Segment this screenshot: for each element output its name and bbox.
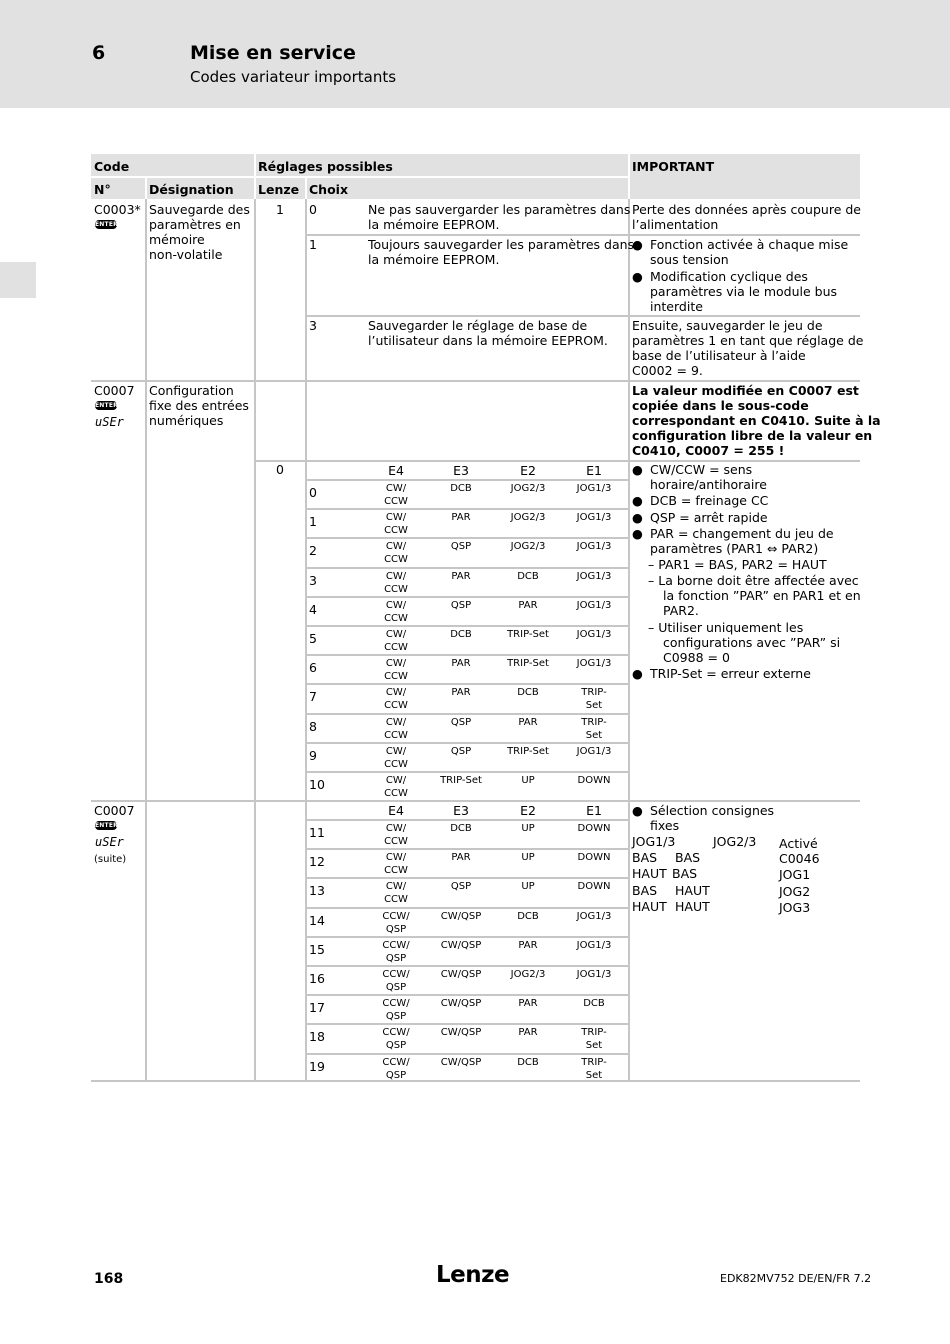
code-c0007: C0007 [94, 383, 135, 398]
chapter-subtitle: Codes variateur importants [190, 68, 397, 86]
cell-e3: DCB [450, 483, 472, 494]
cell-e1: JOG1/3 [576, 483, 612, 494]
cell-e3: QSP [450, 881, 472, 893]
row-number: 5 [309, 631, 317, 646]
row-divider [307, 742, 628, 744]
cell-e4: CW/ [385, 570, 407, 582]
cell-e1: Set [585, 1069, 603, 1081]
cell-e2: PAR [518, 998, 538, 1010]
jog-cell: JOG1 [779, 867, 811, 882]
column-header: E3 [453, 803, 469, 818]
cell-e4: CW/ [385, 823, 407, 834]
cell-e4: CCW [384, 894, 408, 906]
important-text: base de l’utilisateur à l’aide [632, 348, 806, 363]
enter-icon: ENTER [95, 221, 118, 228]
cell-e3: TRIP-Set [440, 775, 482, 786]
chapter-header [0, 0, 950, 108]
designation-line: non-volatile [149, 247, 223, 262]
cell-e2: JOG2/3 [510, 512, 546, 524]
row-number: 2 [309, 543, 317, 559]
cell-e4: CW/ [385, 716, 407, 728]
column-header: E1 [586, 803, 602, 818]
option-value: 3 [309, 318, 317, 333]
row-divider [307, 713, 628, 715]
cell-e2: PAR [518, 599, 538, 611]
dash-text: – PAR1 = BAS, PAR2 = HAUT [648, 557, 827, 572]
selection-text: Sélection consignes [650, 803, 775, 818]
legend-text: paramètres (PAR1 ⇔ PAR2) [650, 541, 819, 556]
cell-e4: QSP [385, 1069, 407, 1081]
cell-e4: CW/ [385, 512, 407, 524]
enter-icon: ENTER [95, 402, 118, 409]
cell-e3: PAR [451, 687, 471, 699]
option-value: 1 [309, 237, 317, 252]
lenze-logo: Lenze [436, 1262, 510, 1288]
row-number: 10 [309, 777, 325, 792]
cell-e3: QSP [450, 541, 472, 553]
important-text: Ensuite, sauvegarder le jeu de [632, 318, 823, 333]
jog-cell: HAUT [675, 899, 710, 914]
col-choix: Choix [309, 182, 349, 197]
dash-text: la fonction ”PAR” en PAR1 et en [663, 588, 861, 603]
cell-e4: CCW [384, 758, 408, 770]
col-reglages: Réglages possibles [258, 159, 393, 174]
cell-e4: CW/ [385, 629, 407, 640]
designation-line: Sauvegarde des [149, 202, 250, 217]
cell-e2: DCB [517, 687, 539, 699]
legend-text: QSP = arrêt rapide [650, 510, 768, 525]
row-number: 0 [309, 485, 317, 500]
cell-e4: CW/ [385, 852, 407, 864]
lenze-value: 1 [276, 202, 284, 217]
cell-e1: DOWN [577, 852, 611, 864]
row-divider [307, 819, 628, 821]
code-c0007-suite: C0007 [94, 803, 135, 818]
selection-text: fixes [650, 818, 680, 833]
option-text: Sauvegarder le réglage de base de [368, 318, 588, 333]
cell-e3: QSP [450, 599, 472, 611]
row-divider [307, 479, 628, 481]
dash-text: – La borne doit être affectée avec [648, 573, 859, 588]
option-value: 0 [309, 202, 317, 217]
cell-e4: CCW/ [382, 969, 410, 980]
cell-e1: JOG1/3 [576, 939, 612, 951]
chapter-title: Mise en service [190, 42, 356, 64]
row-number: 19 [309, 1058, 325, 1074]
dash-text: PAR2. [663, 603, 699, 618]
cell-e1: JOG1/3 [576, 910, 612, 922]
row-number: 4 [309, 601, 317, 617]
cell-e3: PAR [451, 512, 471, 524]
jog-head: Activé [779, 836, 818, 851]
cell-e2: PAR [518, 939, 538, 951]
enter-icon: ENTER [95, 822, 118, 829]
legend-text: horaire/antihoraire [650, 477, 767, 492]
column-header: E3 [453, 463, 469, 478]
bullet-text: Modification cyclique des [650, 269, 808, 284]
cell-e1: JOG1/3 [576, 658, 612, 670]
designation-line: paramètres en [149, 217, 241, 232]
cell-e4: CCW [384, 525, 408, 537]
cell-e4: QSP [385, 1040, 407, 1052]
cell-e2: JOG2/3 [510, 483, 546, 494]
cell-e4: CW/ [385, 599, 407, 611]
jog-head: JOG1/3 [632, 834, 676, 849]
row-number: 1 [309, 514, 317, 530]
cell-e2: UP [521, 823, 535, 834]
row-divider [307, 877, 628, 879]
cell-e4: QSP [385, 923, 407, 935]
row-number: 13 [309, 883, 325, 899]
cell-e4: CCW/ [382, 998, 410, 1010]
cell-e1: Set [585, 1040, 603, 1052]
cell-e2: DCB [517, 1056, 539, 1068]
designation-line: fixe des entrées [149, 398, 249, 413]
dash-text: – Utiliser uniquement les [648, 620, 804, 635]
legend-text: PAR = changement du jeu de [650, 526, 834, 541]
cell-e4: CCW/ [382, 910, 410, 922]
cell-e2: JOG2/3 [510, 541, 546, 553]
lenze-value: 0 [276, 462, 284, 477]
designation-line: mémoire [149, 232, 205, 247]
row-divider [307, 848, 628, 850]
cell-e1: TRIP- [581, 687, 607, 699]
designation-line: numériques [149, 413, 224, 428]
bullet-text: sous tension [650, 252, 729, 267]
jog-cell: JOG3 [779, 900, 811, 915]
bullet-icon: ● [632, 510, 643, 525]
column-header: E2 [520, 803, 536, 818]
jog-cell: BAS [675, 850, 701, 865]
cell-e1: DOWN [577, 881, 611, 893]
row-divider [307, 907, 628, 909]
legend-text: TRIP-Set = erreur externe [650, 666, 811, 681]
cell-e3: QSP [450, 745, 472, 757]
cell-e4: CCW [384, 836, 408, 847]
bullet-icon: ● [632, 493, 643, 508]
cell-e2: PAR [518, 1027, 538, 1039]
cell-e4: CCW/ [382, 1056, 410, 1068]
row-number: 15 [309, 941, 325, 957]
bullet-icon: ● [632, 803, 643, 818]
important-text: Perte des données après coupure de [632, 202, 861, 217]
suite-label: (suite) [94, 854, 127, 865]
cell-e1: DOWN [577, 823, 611, 834]
bullet-text: Fonction activée à chaque mise [650, 237, 849, 252]
important-bold: correspondant en C0410. Suite à la [632, 413, 881, 428]
cell-e2: TRIP-Set [507, 745, 549, 757]
cell-e1: Set [585, 729, 603, 741]
cell-e4: CCW [384, 554, 408, 566]
col-lenze: Lenze [258, 182, 300, 197]
cell-e1: JOG1/3 [576, 629, 612, 640]
cell-e4: CW/ [385, 881, 407, 893]
row-number: 6 [309, 660, 317, 676]
bullet-icon: ● [632, 237, 643, 252]
cell-e4: CCW/ [382, 939, 410, 951]
cell-e2: UP [521, 852, 535, 864]
important-text: l’alimentation [632, 217, 719, 232]
option-text: la mémoire EEPROM. [368, 252, 500, 267]
legend-text: CW/CCW = sens [650, 462, 753, 477]
cell-e4: QSP [385, 982, 407, 993]
jog-cell: JOG2 [779, 884, 811, 899]
jog-cell: C0046 [779, 851, 820, 866]
cell-e3: CW/QSP [440, 998, 482, 1010]
row-divider [307, 508, 628, 510]
cell-e3: QSP [450, 716, 472, 728]
cell-e2: UP [521, 881, 535, 893]
cell-e3: CW/QSP [440, 969, 482, 980]
row-number: 11 [309, 825, 325, 840]
cell-e2: TRIP-Set [507, 658, 549, 670]
row-number: 16 [309, 971, 325, 986]
cell-e4: CW/ [385, 658, 407, 670]
cell-e3: CW/QSP [440, 1027, 482, 1039]
important-text: C0002 = 9. [632, 363, 703, 378]
row-number: 14 [309, 912, 325, 928]
chapter-number: 6 [92, 42, 106, 64]
code-c0003: C0003* [94, 202, 141, 217]
row-number: 7 [309, 689, 317, 705]
cell-e1: JOG1/3 [576, 570, 612, 582]
column-header: E1 [586, 463, 602, 478]
cell-e2: JOG2/3 [510, 969, 546, 980]
cell-e3: PAR [451, 658, 471, 670]
col-code: Code [94, 159, 130, 174]
row-divider [307, 625, 628, 627]
cell-e1: TRIP- [581, 1027, 607, 1039]
cell-e4: CW/ [385, 687, 407, 699]
cell-e4: QSP [385, 952, 407, 964]
chapter-side-tab [0, 262, 36, 298]
col-important: IMPORTANT [632, 159, 715, 174]
cell-e2: DCB [517, 910, 539, 922]
row-divider [307, 683, 628, 685]
bullet-icon: ● [632, 666, 643, 681]
cell-e1: Set [585, 700, 603, 712]
row-number: 12 [309, 854, 325, 870]
cell-e1: DOWN [577, 775, 611, 786]
important-text: paramètres 1 en tant que réglage de [632, 333, 864, 348]
col-designation: Désignation [149, 182, 234, 197]
cell-e3: CW/QSP [440, 939, 482, 951]
column-header: E4 [388, 463, 404, 478]
bullet-icon: ● [632, 269, 643, 284]
cell-e4: CCW [384, 700, 408, 712]
important-bold: configuration libre de la valeur en [632, 428, 873, 443]
row-number: 3 [309, 572, 317, 588]
jog-cell: BAS [672, 866, 698, 881]
cell-e3: PAR [451, 570, 471, 582]
cell-e1: JOG1/3 [576, 745, 612, 757]
row-divider [307, 771, 628, 773]
jog-head: JOG2/3 [713, 834, 757, 849]
row-divider [307, 965, 628, 967]
row-divider [307, 994, 628, 996]
jog-cell: HAUT [632, 866, 667, 881]
option-text: Toujours sauvegarder les paramètres dans [368, 237, 635, 252]
cell-e1: TRIP- [581, 1056, 607, 1068]
cell-e1: JOG1/3 [576, 599, 612, 611]
column-header: E2 [520, 463, 536, 478]
cell-e4: CW/ [385, 745, 407, 757]
cell-e4: CCW [384, 612, 408, 624]
cell-e2: DCB [517, 570, 539, 582]
jog-cell: HAUT [675, 883, 710, 898]
bullet-text: paramètres via le module bus [650, 284, 838, 299]
cell-e4: CCW [384, 642, 408, 653]
cell-e4: QSP [385, 1011, 407, 1023]
option-text: l’utilisateur dans la mémoire EEPROM. [368, 333, 608, 348]
row-divider [307, 537, 628, 539]
cell-e2: TRIP-Set [507, 629, 549, 640]
dash-text: configurations avec ”PAR” si [663, 635, 841, 650]
cell-e1: TRIP- [581, 716, 607, 728]
col-no: N° [94, 182, 111, 197]
row-divider [307, 1053, 628, 1055]
cell-e4: CW/ [385, 541, 407, 553]
cell-e1: JOG1/3 [576, 969, 612, 980]
cell-e4: CCW [384, 865, 408, 877]
user-icon: uSEr [95, 415, 124, 429]
cell-e1: JOG1/3 [576, 512, 612, 524]
cell-e4: CW/ [385, 775, 407, 786]
jog-cell: BAS [632, 850, 658, 865]
jog-cell: BAS [632, 883, 658, 898]
row-divider [307, 596, 628, 598]
cell-e3: DCB [450, 823, 472, 834]
important-bold: copiée dans le sous-code [632, 398, 809, 413]
cell-e4: CCW [384, 583, 408, 595]
important-bold: La valeur modifiée en C0007 est [632, 383, 859, 398]
page-number: 168 [94, 1271, 124, 1287]
cell-e1: DCB [583, 998, 605, 1010]
cell-e3: CW/QSP [440, 910, 482, 922]
cell-e4: CCW/ [382, 1027, 410, 1039]
document-reference: EDK82MV752 DE/EN/FR 7.2 [720, 1272, 872, 1285]
option-text: Ne pas sauvergarder les paramètres dans [368, 202, 631, 217]
cell-e3: CW/QSP [440, 1056, 482, 1068]
cell-e3: PAR [451, 852, 471, 864]
bullet-icon: ● [632, 526, 643, 541]
cell-e4: CCW [384, 729, 408, 741]
dash-text: C0988 = 0 [663, 650, 730, 665]
column-header: E4 [388, 803, 404, 818]
row-number: 8 [309, 718, 317, 734]
cell-e4: CCW [384, 671, 408, 683]
bullet-text: interdite [650, 299, 703, 314]
cell-e3: DCB [450, 629, 472, 640]
user-icon: uSEr [95, 835, 124, 849]
row-divider [307, 1023, 628, 1025]
cell-e1: JOG1/3 [576, 541, 612, 553]
bullet-icon: ● [632, 462, 643, 477]
cell-e2: PAR [518, 716, 538, 728]
designation-line: Configuration [149, 383, 234, 398]
legend-text: DCB = freinage CC [650, 493, 769, 508]
row-number: 18 [309, 1029, 325, 1045]
cell-e4: CW/ [385, 483, 407, 494]
row-divider [307, 567, 628, 569]
row-number: 9 [309, 747, 317, 763]
row-divider [307, 936, 628, 938]
row-number: 17 [309, 1000, 325, 1016]
cell-e4: CCW [384, 496, 408, 507]
cell-e2: UP [521, 775, 535, 786]
row-divider [307, 654, 628, 656]
important-bold: C0410, C0007 = 255 ! [632, 443, 785, 458]
cell-e4: CCW [384, 788, 408, 799]
option-text: la mémoire EEPROM. [368, 217, 500, 232]
jog-cell: HAUT [632, 899, 667, 914]
